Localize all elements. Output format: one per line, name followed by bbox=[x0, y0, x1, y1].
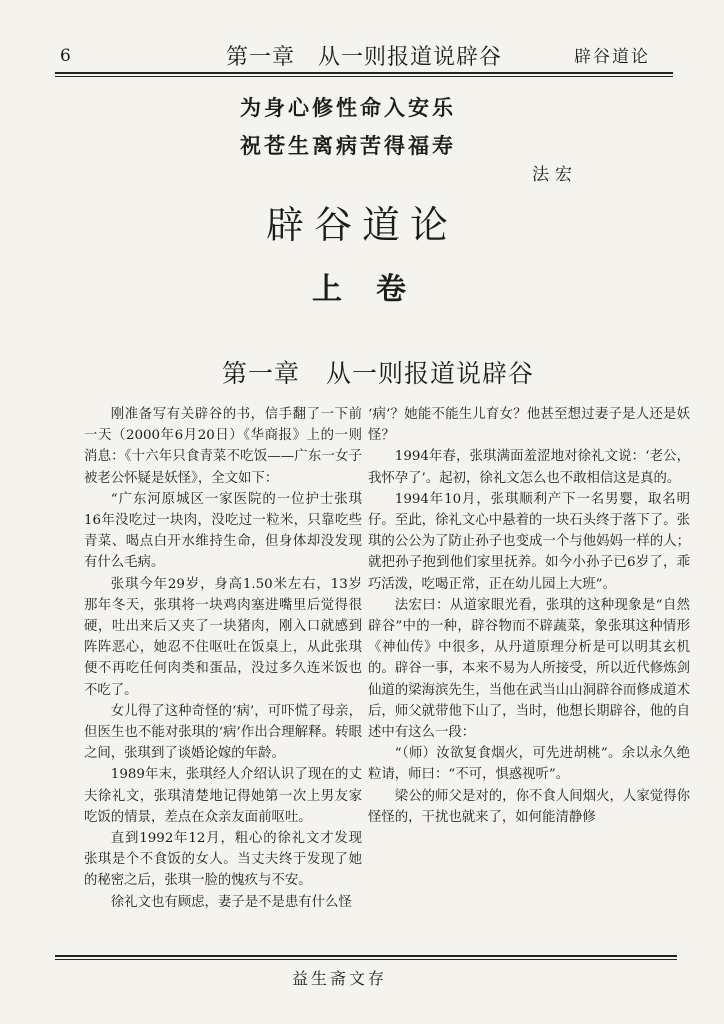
footer-rule bbox=[55, 955, 677, 957]
paragraph: 直到1992年12月，粗心的徐礼文才发现张琪是个不食饭的女人。当丈夫终于发现了她的秘密之后，张琪一脸的愧疚与不安。 bbox=[84, 831, 362, 889]
paragraph: 刚准备写有关辟谷的书，信手翻了一下前一天（2000年6月20日）《华商报》上的一则消息：《十六年只食青菜不吃饭——广东一女子被老公怀疑是妖怪》，全文如下： bbox=[84, 407, 362, 486]
paragraph: 1994年春，张琪满面羞涩地对徐礼文说：‘老公，我怀孕了’。起初，徐礼文怎么也不敢相信这是真的。 bbox=[368, 449, 690, 486]
paragraph: “广东河原城区一家医院的一位护士张琪16年没吃过一块肉，没吃过一粒米，只靠吃些青菜、喝点白开水维持生命，但身体却没发现有什么毛病。 bbox=[84, 491, 362, 571]
header-rule-thin bbox=[55, 76, 673, 77]
paragraph: “（师）汝欲复食烟火，可先进胡桃”。余以永久绝粒请，师曰：“不可，惧惑视听”。 bbox=[368, 746, 690, 783]
paragraph: 1989年末，张琪经人介绍认识了现在的丈夫徐礼文，张琪清楚地记得她第一次上男友家吃饭的情景，差点在众亲友面前呕吐。 bbox=[84, 767, 362, 825]
footer-imprint: 益生斋文存 bbox=[292, 969, 388, 988]
paragraph-continued: ‘病’？她能不能生儿育女？他甚至想过妻子是人还是妖怪？ bbox=[368, 407, 690, 444]
body-column-left bbox=[84, 404, 362, 913]
running-header-book: 辟谷道论 bbox=[574, 47, 650, 67]
paragraph: 张琪今年29岁，身高1.50米左右，13岁那年冬天，张琪将一块鸡肉塞进嘴里后觉得很硬，吐出来后又夹了一块猪肉，刚入口就感到阵阵恶心，她忍不住呕吐在饭桌上，从此张琪便不再吃任何肉类和蛋品，没过多久连米饭也不吃了。 bbox=[84, 576, 362, 698]
paragraph: 1994年10月，张琪顺利产下一名男婴，取名明仔。至此，徐礼文心中悬着的一块石头终于落下了。张琪的公公为了防止孙子也变成一个与他妈妈一样的人；就把孙子抱到他们家里抚养。如今小孙子已6岁了，乖巧活泼，吃喝正常，正在幼儿园上大班”。 bbox=[368, 491, 690, 592]
page-number: 6 bbox=[60, 46, 71, 66]
running-header-chapter: 第一章 从一则报道说辟谷 bbox=[226, 45, 503, 70]
paragraph: 徐礼文也有顾虑，妻子是不是患有什么怪 bbox=[110, 894, 352, 910]
volume-label: 上卷 bbox=[312, 272, 440, 307]
body-column-right bbox=[368, 404, 690, 828]
header-rule bbox=[55, 72, 673, 74]
footer-rule-thin bbox=[55, 959, 677, 960]
paragraph: 女儿得了这种奇怪的‘病’，可吓慌了母亲，但医生也不能对张琪的‘病’作出合理解释。转眼之间，张琪到了谈婚论嫁的年龄。 bbox=[84, 703, 362, 762]
paragraph: 法宏曰：从道家眼光看，张琪的这种现象是“自然辟谷”中的一种，辟谷物而不辟蔬菜，象张琪这种情形《神仙传》中很多，从丹道原理分析是可以明其玄机的。辟谷一事，本来不易为人所接受，所以近代修炼剑仙道的梁海滨先生，当他在武当山山洞辟谷而修成道术后，师父就带他下山了，当时，他想长期辟谷，他的自述中有这么一段： bbox=[368, 597, 690, 741]
book-title: 辟谷道论 bbox=[266, 203, 459, 247]
author-name: 法宏 bbox=[532, 165, 578, 185]
dedication-line-1: 为身心修性命入安乐 bbox=[240, 95, 456, 120]
paragraph: 梁公的师父是对的，你不食人间烟火，人家觉得你怪怪的，干扰也就来了，如何能清静修 bbox=[368, 788, 690, 825]
dedication-line-2: 祝苍生离病苦得福寿 bbox=[240, 133, 456, 158]
chapter-title: 第一章 从一则报道说辟谷 bbox=[222, 359, 535, 388]
